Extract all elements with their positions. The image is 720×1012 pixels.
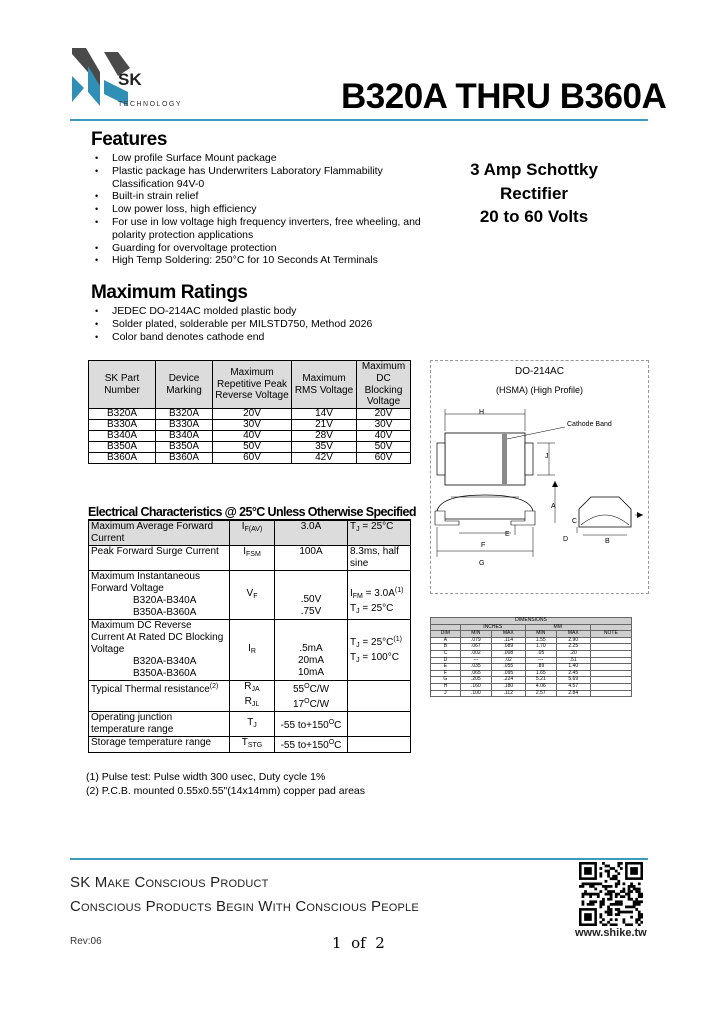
table-row (431, 644, 632, 651)
symbol-sub: FSM (246, 551, 261, 558)
footnotes (86, 770, 365, 798)
ratings-body (89, 409, 411, 464)
row-value: .50V (300, 594, 322, 605)
table-header-row (89, 361, 411, 409)
brand-name: SK (118, 70, 142, 89)
cond-sym: T (350, 651, 357, 663)
list-item: • Guarding for overvoltage protection (107, 242, 442, 255)
table-cell: 2.84 (556, 690, 590, 697)
symbol: V (246, 587, 254, 599)
symbol-sub: JA (251, 686, 260, 693)
qr-code (579, 862, 643, 926)
table-cell: 40V (357, 431, 411, 442)
table-cell: C (431, 650, 461, 657)
value-unit: C/W (309, 699, 330, 710)
symbol: I (241, 521, 245, 532)
dimensions-body (431, 637, 632, 696)
cond-sub: J (356, 608, 360, 615)
dim-label-g: G (479, 560, 485, 567)
symbol-sub: R (250, 647, 256, 655)
row-label: Operating junction temperature range (89, 712, 230, 737)
table-cell: 50V (213, 442, 292, 453)
qr-code-icon (579, 862, 643, 926)
table-row (431, 637, 632, 644)
table-row (431, 657, 632, 664)
dim-label-h: H (479, 409, 485, 416)
table-cell: 1.65 (525, 670, 556, 677)
table-cell (590, 677, 631, 684)
row-value: 10mA (297, 667, 325, 678)
table-cell: 21V (292, 420, 357, 431)
row-symbol (230, 712, 275, 737)
row-label: Storage temperature range (89, 737, 230, 753)
table-cell (590, 644, 631, 651)
table-row (89, 409, 411, 420)
cond-sup: (1) (394, 587, 404, 594)
cond-sub: J (356, 656, 360, 664)
table-cell: 4.57 (556, 683, 590, 690)
row-label-block (89, 571, 230, 620)
table-cell: .02 (491, 657, 525, 664)
product-line-3: 20 to 60 Volts (479, 207, 589, 226)
list-item: • JEDEC DO-214AC molded plastic body (107, 305, 442, 318)
electrical-table (88, 520, 411, 753)
row-symbol-block (230, 681, 275, 712)
table-cell (590, 670, 631, 677)
table-cell: 1.40 (556, 664, 590, 671)
page-title: B320A THRU B360A (341, 77, 667, 116)
table-row (89, 420, 411, 431)
footer-url[interactable]: www.shike.tw (575, 927, 647, 939)
list-item: • Solder plated, solderable per MILSTD750, Method 2026 (107, 318, 442, 331)
table-row (431, 670, 632, 677)
table-cell: B (431, 644, 461, 651)
symbol: I (243, 546, 246, 557)
table-cell: B320A (156, 409, 213, 420)
cond-rest: = 25°C (359, 521, 394, 532)
row-value: 3.0A (275, 521, 348, 546)
table-cell: 60V (357, 453, 411, 464)
table-cell: .055 (491, 664, 525, 671)
table-cell: --- (460, 657, 491, 664)
table-cell: A (431, 637, 461, 644)
table-cell: 2.45 (556, 670, 590, 677)
dim-label-d: D (563, 536, 569, 543)
row-label (89, 681, 230, 712)
table-cell: 35V (292, 442, 357, 453)
symbol-sub: F (253, 592, 258, 600)
table-cell: 2.57 (525, 690, 556, 697)
dim-col-header: MAX (491, 631, 525, 638)
cond-sym: T (350, 636, 357, 648)
features-heading: Features (91, 129, 168, 150)
table-cell: J (431, 690, 461, 697)
row-value (277, 696, 345, 711)
table-cell: G (431, 677, 461, 684)
header-rule (70, 119, 648, 121)
table-cell: 30V (357, 420, 411, 431)
table-cell (590, 650, 631, 657)
table-row (89, 442, 411, 453)
dim-label-a: A (551, 503, 556, 510)
table-cell: --- (525, 657, 556, 664)
row-sublabel: B350A-B360A (133, 668, 197, 679)
cond-sym: I (350, 588, 353, 599)
package-outline (431, 401, 648, 591)
value-unit: C (334, 740, 342, 751)
dimensions-table (430, 617, 632, 697)
cond-rest: = 25°C (359, 603, 394, 614)
symbol-sub: J (253, 721, 257, 729)
table-cell: B350A (156, 442, 213, 453)
table-cell: B320A (89, 409, 156, 420)
table-cell: 4.06 (525, 683, 556, 690)
table-cell: .112 (491, 690, 525, 697)
dim-label-e: E (505, 531, 510, 538)
dim-label-c: C (572, 518, 578, 525)
table-cell: .035 (460, 664, 491, 671)
table-cell: .05 (525, 650, 556, 657)
table-cell: 20V (213, 409, 292, 420)
table-row (89, 571, 411, 620)
footer-slogan-1: SK Make Conscious Product (70, 874, 269, 891)
table-cell: 5.21 (525, 677, 556, 684)
value-sup: O (328, 739, 335, 746)
table-row (89, 681, 411, 712)
table-cell (590, 690, 631, 697)
dimensions-title: DIMENSIONS (431, 618, 632, 625)
col-part-number: SK Part Number (89, 361, 156, 409)
package-drawing (430, 360, 649, 594)
row-value: 100A (275, 546, 348, 571)
table-cell: E (431, 664, 461, 671)
table-cell: H (431, 683, 461, 690)
list-item: • Built-in strain relief (107, 190, 442, 203)
value-text: -55 to+150 (280, 719, 329, 731)
dim-label-f: F (481, 542, 486, 549)
table-cell: 2.25 (556, 644, 590, 651)
row-label: Maximum Instantaneous Forward Voltage (91, 571, 200, 594)
col-rms: Maximum RMS Voltage (292, 361, 357, 409)
row-symbol (230, 737, 275, 753)
list-item: • For use in low voltage high frequency inverters, free wheeling, and polarity protection applications (107, 216, 442, 242)
row-condition-block (348, 571, 411, 620)
list-item: • Plastic package has Underwriters Laboratory Flammability Classification 94V-0 (107, 165, 442, 191)
ratings-table (88, 360, 411, 464)
revision: Rev:06 (70, 936, 102, 947)
table-cell: .205 (460, 677, 491, 684)
cond-sym: T (350, 603, 357, 614)
table-cell: .089 (491, 644, 525, 651)
col-device-marking: Device Marking (156, 361, 213, 409)
row-condition (350, 603, 408, 618)
package-name: DO-214AC (515, 366, 564, 377)
table-cell: .51 (556, 657, 590, 664)
list-item: • Low power loss, high efficiency (107, 203, 442, 216)
max-ratings-list (90, 305, 442, 343)
table-cell: .079 (460, 637, 491, 644)
value-sup: O (304, 698, 310, 705)
table-row (89, 521, 411, 546)
max-ratings-heading: Maximum Ratings (91, 282, 248, 303)
dim-col-header: DIM (431, 631, 461, 638)
table-cell: F (431, 670, 461, 677)
table-cell: .89 (525, 664, 556, 671)
row-condition-block (348, 620, 411, 681)
table-cell: .008 (491, 650, 525, 657)
product-summary (434, 158, 634, 229)
symbol-sub: F(AV) (244, 526, 263, 533)
dim-label-j: J (545, 453, 549, 460)
footnote: (2) P.C.B. mounted 0.55x0.55"(14x14mm) copper pad areas (86, 785, 366, 797)
dim-group-inches: INCHES (460, 624, 525, 631)
table-cell (590, 657, 631, 664)
brand-sub: TECHNOLOGY (118, 101, 183, 108)
cond-rest: = 25°C (359, 636, 394, 648)
row-value (275, 737, 348, 753)
package-subtitle: (HSMA) (High Profile) (495, 385, 583, 395)
row-condition: 8.3ms, half sine (348, 546, 411, 571)
symbol: T (247, 716, 254, 728)
row-symbol (232, 696, 272, 711)
footer-rule (70, 858, 648, 860)
table-cell: .100 (460, 690, 491, 697)
value-unit: C (334, 719, 342, 731)
table-cell: .160 (460, 683, 491, 690)
row-value: 20mA (297, 655, 325, 666)
col-peak-reverse: Maximum Repetitive Peak Reverse Voltage (213, 361, 292, 409)
table-cell: .114 (491, 637, 525, 644)
symbol: T (241, 737, 248, 748)
value-sup: O (304, 683, 310, 690)
table-cell: .224 (491, 677, 525, 684)
value-text: 55 (292, 684, 305, 695)
table-row (89, 453, 411, 464)
row-value-block (275, 681, 348, 712)
symbol: I (248, 642, 251, 654)
table-cell: B330A (156, 420, 213, 431)
row-condition (348, 737, 411, 753)
row-value (277, 681, 345, 696)
cond-rest: = 3.0A (362, 588, 395, 599)
symbol-sub: JL (251, 701, 260, 708)
table-row (89, 546, 411, 571)
row-label-sup: (2) (209, 683, 219, 690)
symbol: R (244, 696, 252, 707)
table-cell: D (431, 657, 461, 664)
list-item: • Color band denotes cathode end (107, 331, 442, 344)
cathode-band-label: Cathode Band (567, 421, 612, 428)
row-condition (350, 652, 408, 667)
table-cell: B340A (156, 431, 213, 442)
table-cell: .067 (460, 644, 491, 651)
row-condition (348, 712, 411, 737)
cond-rest: = 100°C (359, 651, 399, 663)
row-value-block (275, 620, 348, 681)
product-line-2: Rectifier (499, 184, 569, 203)
table-row (89, 712, 411, 737)
value-sup: O (328, 718, 335, 726)
list-item: • High Temp Soldering: 250°C for 10 Seconds At Terminals (107, 254, 442, 267)
table-cell: 50V (357, 442, 411, 453)
row-value (275, 712, 348, 737)
table-cell: 30V (213, 420, 292, 431)
table-cell: 1.55 (525, 637, 556, 644)
row-sublabel: B320A-B340A (133, 656, 197, 667)
row-symbol (230, 571, 275, 620)
footnote: (1) Pulse test: Pulse width 300 usec, Duty cycle 1% (86, 771, 326, 783)
table-row (89, 737, 411, 753)
table-cell: 40V (213, 431, 292, 442)
table-cell: B360A (156, 453, 213, 464)
row-condition (350, 585, 408, 603)
table-cell: 14V (292, 409, 357, 420)
table-row (89, 620, 411, 681)
row-value: .5mA (299, 643, 323, 654)
symbol: R (244, 681, 252, 692)
table-cell: 20V (357, 409, 411, 420)
row-label: Maximum DC Reverse Current At Rated DC Blocking Voltage (91, 620, 224, 655)
cond-sym: T (350, 521, 357, 532)
table-cell (590, 683, 631, 690)
value-text: -55 to+150 (280, 740, 329, 751)
row-symbol (232, 681, 272, 696)
table-cell: B350A (89, 442, 156, 453)
table-cell: B360A (89, 453, 156, 464)
table-cell (590, 664, 631, 671)
cond-sub: J (356, 641, 360, 649)
dim-group-mm: MM (525, 624, 590, 631)
table-cell: .002 (460, 650, 491, 657)
row-label: Peak Forward Surge Current (89, 546, 230, 571)
dim-label-b: B (605, 538, 610, 545)
table-cell: .20 (556, 650, 590, 657)
table-row (431, 683, 632, 690)
row-condition (350, 634, 408, 652)
table-cell: .095 (491, 670, 525, 677)
table-cell: 28V (292, 431, 357, 442)
footer-slogan-2: Conscious Products Begin With Conscious People (70, 898, 419, 915)
cond-sub: J (356, 526, 360, 533)
row-condition (348, 521, 411, 546)
row-symbol (230, 521, 275, 546)
dim-col-header: MAX (556, 631, 590, 638)
table-cell: 1.70 (525, 644, 556, 651)
table-cell: .065 (460, 670, 491, 677)
dim-col-header: MIN (525, 631, 556, 638)
row-sublabel: B350A-B360A (133, 607, 197, 618)
table-cell: 42V (292, 453, 357, 464)
symbol-sub: STG (247, 742, 263, 749)
product-line-1: 3 Amp Schottky (470, 160, 598, 179)
row-symbol (230, 546, 275, 571)
cond-sub: FM (352, 593, 363, 600)
value-text: 17 (292, 699, 305, 710)
row-label-text: Typical Thermal resistance (91, 684, 210, 695)
dim-col-header: MIN (460, 631, 491, 638)
table-row (431, 650, 632, 657)
row-label: Maximum Average Forward Current (89, 521, 230, 546)
table-row (431, 677, 632, 684)
table-row (431, 664, 632, 671)
table-cell: .180 (491, 683, 525, 690)
list-item: • Low profile Surface Mount package (107, 152, 442, 165)
row-value: .75V (300, 606, 322, 617)
table-row (431, 690, 632, 697)
table-cell: 2.90 (556, 637, 590, 644)
dim-col-header: NOTE (590, 631, 631, 638)
table-cell: 5.69 (556, 677, 590, 684)
row-label-block (89, 620, 230, 681)
table-cell: 60V (213, 453, 292, 464)
value-unit: C/W (309, 684, 330, 695)
features-list (90, 152, 442, 267)
row-sublabel: B320A-B340A (133, 595, 197, 606)
table-cell (590, 637, 631, 644)
row-value-block (275, 571, 348, 620)
col-dc-blocking: Maximum DC Blocking Voltage (357, 361, 411, 409)
row-symbol (230, 620, 275, 681)
table-row (89, 431, 411, 442)
table-cell: B340A (89, 431, 156, 442)
page-number: 1 of 2 (332, 934, 385, 952)
electrical-heading: Electrical Characteristics @ 25°C Unless Otherwise Specified (88, 505, 416, 519)
row-condition (348, 681, 411, 712)
table-cell: B330A (89, 420, 156, 431)
cond-sup: (1) (393, 635, 402, 643)
